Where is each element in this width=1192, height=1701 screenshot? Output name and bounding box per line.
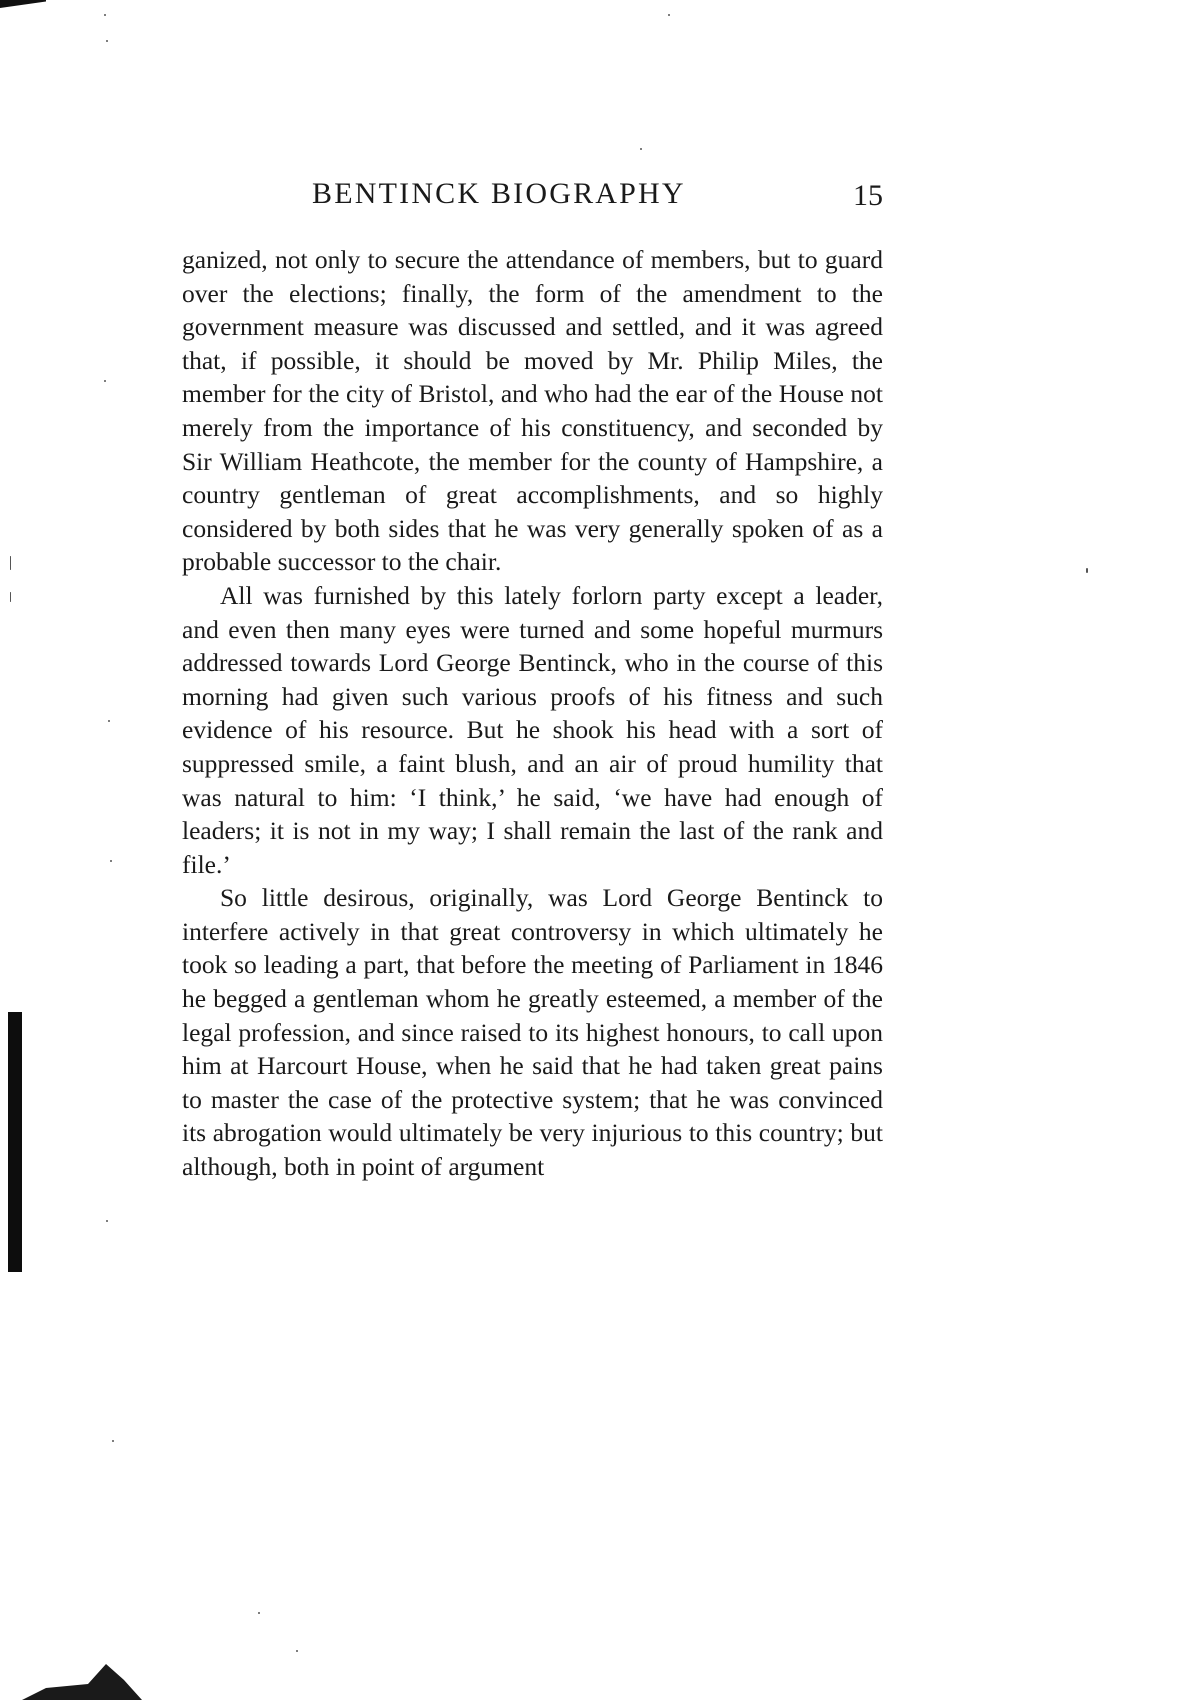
- scan-speck: [104, 380, 106, 382]
- paragraph-2: All was furnished by this lately forlorn party except a leader, and even then many eyes were turned and some hopeful murmurs addressed towards Lord George Bentinck, who in the course of this morning had given such various proofs of his fitness and such evidence of his resource. But he shook his head with a sort of suppressed smile, a faint blush, and an air of proud humility that was natural to him: ‘I think,’ he said, ‘we have had enough of leaders; it is not in my way; I shall remain the last of the rank and file.’: [182, 580, 883, 879]
- scan-speck: [258, 1612, 260, 1614]
- scan-corner-mark: [0, 0, 46, 8]
- scan-speck: [104, 14, 106, 16]
- scan-speck: [110, 860, 112, 862]
- running-title: BENTINCK BIOGRAPHY: [312, 177, 686, 210]
- scan-speck: [112, 1440, 114, 1442]
- scan-speck: [296, 1650, 298, 1652]
- paragraph-1: ganized, not only to secure the attendance of members, but to guard over the elections; finally, the form of the amendment to the government measure was discussed and settled, and it was agreed that, if possible, it should be moved by Mr. Philip Miles, the member for the city of Bristol, and who had the ear of the House not merely from the importance of his constituency, and seconded by Sir William Heathcote, the member for the county of Hampshire, a country gentleman of great accomplishments, and so highly considered by both sides that he was very generally spoken of as a probable successor to the chair.: [182, 245, 883, 577]
- scan-speck: [106, 40, 108, 42]
- scan-speck: [640, 148, 642, 150]
- body-text: [182, 243, 883, 1184]
- scan-speck: [106, 1220, 108, 1222]
- scan-bottom-corner-mark: [22, 1660, 142, 1700]
- page-number: 15: [853, 179, 883, 212]
- scan-speck: [108, 720, 110, 722]
- scan-speck: [668, 14, 670, 16]
- scan-speck: [10, 556, 11, 570]
- scan-speck: [10, 592, 11, 602]
- paragraph-3: So little desirous, originally, was Lord George Bentinck to interfere actively in that great controversy in which ultimately he took so leading a part, that before the meeting of Parliament in 1846 he begged a gentleman whom he greatly esteemed, a member of the legal profession, and since raised to its highest honours, to call upon him at Harcourt House, when he said that he had taken great pains to master the case of the protective system; that he was convinced its abrogation would ultimately be very injurious to this country; but although, both in point of argument: [182, 883, 883, 1182]
- scan-speck: [1086, 568, 1088, 573]
- scan-binding-bar: [8, 1012, 22, 1272]
- running-header: [182, 174, 883, 214]
